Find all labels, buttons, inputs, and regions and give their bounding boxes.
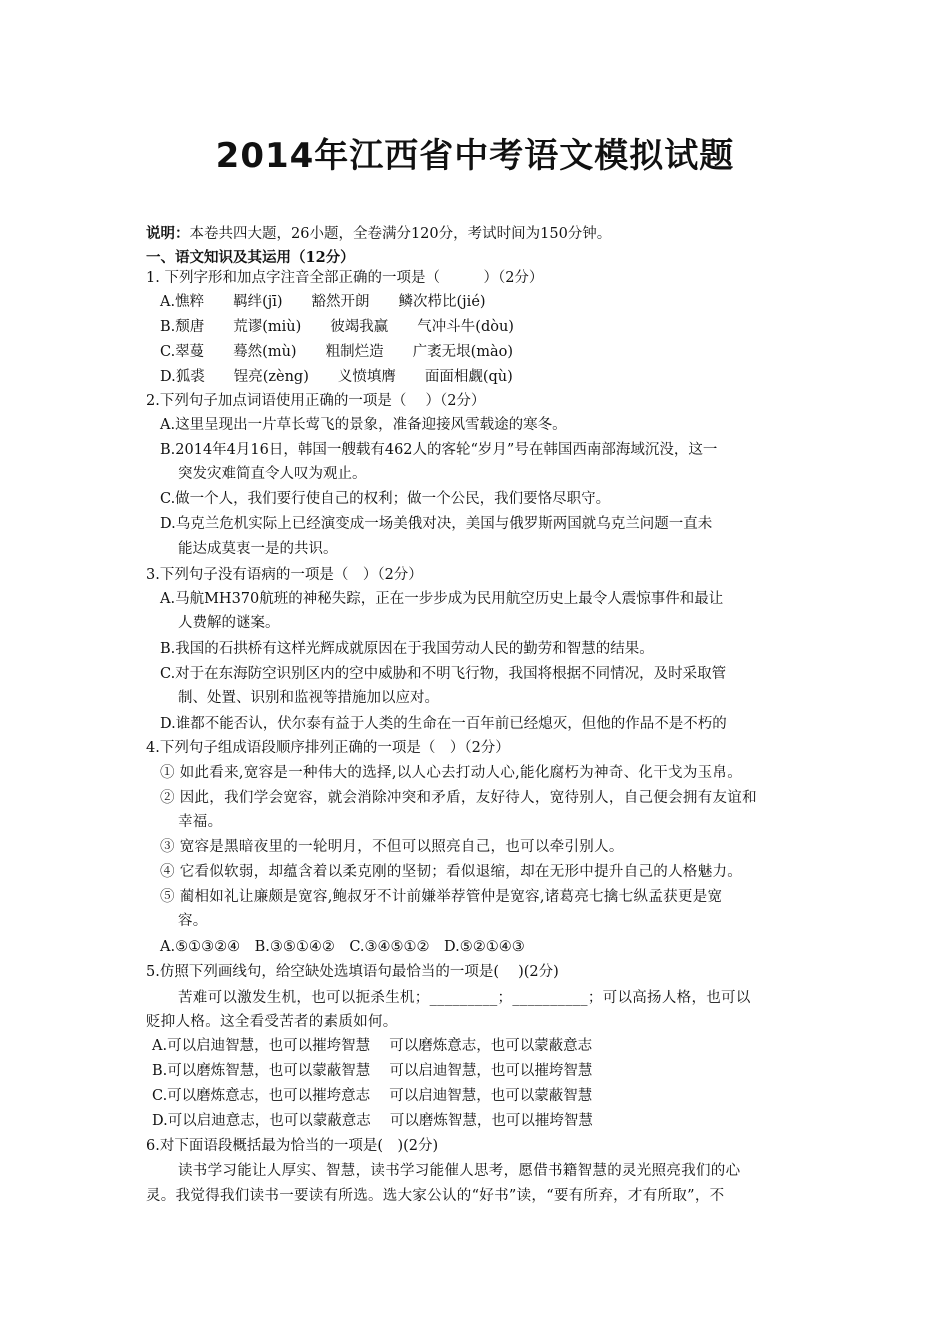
question-2-option-b-cont: 突发灾难简直令人叹为观止。	[178, 466, 367, 482]
question-1-stem: 1. 下列字形和加点字注音全部正确的一项是（ ）（2分）	[146, 270, 544, 286]
question-5-option-a: A.可以启迪智慧，也可以摧垮智慧 可以磨炼意志，也可以蒙蔽意志	[152, 1038, 593, 1054]
question-4-sentence-5-cont: 容。	[178, 913, 208, 929]
question-5-stem: 5.仿照下列画线句，给空缺处选填语句最恰当的一项是( )(2分)	[146, 964, 559, 980]
question-2-option-a: A.这里呈现出一片草长莺飞的景象，准备迎接风雪载途的寒冬。	[160, 417, 567, 433]
question-3-option-a-cont: 人费解的谜案。	[178, 615, 280, 631]
question-5-option-c: C.可以磨炼意志，也可以摧垮意志 可以启迪智慧，也可以蒙蔽智慧	[152, 1088, 593, 1104]
question-3-option-a: A.马航MH370航班的神秘失踪，正在一步步成为民用航空历史上最令人震惊事件和最让	[160, 591, 724, 607]
question-3-option-d: D.谁都不能否认，伏尔泰有益于人类的生命在一百年前已经熄灭，但他的作品不是不朽的	[160, 716, 727, 732]
question-4-sentence-1: ① 如此看来,宽容是一种伟大的选择,以人心去打动人心,能化腐朽为神奇、化干戈为玉帛。	[160, 765, 743, 781]
question-4-sentence-5: ⑤ 蔺相如礼让廉颇是宽容,鲍叔牙不计前嫌举荐管仲是宽容,诸葛亮七擒七纵孟获更是宽	[160, 889, 723, 905]
question-2-option-c: C.做一个人，我们要行使自己的权利；做一个公民，我们要恪尽职守。	[160, 491, 611, 507]
question-1-option-c: C.翠蔓 蓦然(mù) 粗制烂造 广袤无垠(mào)	[160, 344, 514, 360]
question-4-sentence-2-cont: 幸福。	[178, 814, 223, 830]
question-4-sentence-4: ④ 它看似软弱，却蕴含着以柔克刚的坚韧；看似退缩，却在无形中提升自己的人格魅力。	[160, 864, 743, 880]
question-4-sentence-2: ② 因此，我们学会宽容，就会消除冲突和矛盾，友好待人，宽待别人，自己便会拥有友谊和	[160, 790, 757, 806]
question-5-passage-line-1: 苦难可以激发生机，也可以扼杀生机；_________；__________；可以高扬人格，也可以	[178, 990, 751, 1006]
question-3-option-b: B.我国的石拱桥有这样光辉成就原因在于我国劳动人民的勤劳和智慧的结果。	[160, 641, 654, 657]
question-4-options: A.⑤①③②④ B.③⑤①④② C.③④⑤①② D.⑤②①④③	[160, 939, 525, 955]
question-2-option-b: B.2014年4月16日，韩国一艘载有462人的客轮“岁月”号在韩国西南部海域沉没，这一	[160, 442, 718, 458]
question-1-option-b: B.颓唐 荒谬(miù) 彼竭我赢 气冲斗牛(dòu)	[160, 319, 514, 335]
question-1-option-d: D.狐裘 锃亮(zèng) 义愤填膺 面面相觑(qù)	[160, 369, 513, 385]
page-title: 2014年江西省中考语文模拟试题	[215, 136, 735, 176]
question-4-sentence-3: ③ 宽容是黑暗夜里的一轮明月，不但可以照亮自己，也可以牵引别人。	[160, 839, 624, 855]
exam-note	[146, 224, 806, 244]
question-6-passage-line-2: 灵。我觉得我们读书一要读有所选。选大家公认的“好书”读，“要有所弃，才有所取”，不	[146, 1188, 725, 1204]
question-3-option-c-cont: 制、处置、识别和监视等措施加以应对。	[178, 690, 439, 706]
question-2-option-d-cont: 能达成莫衷一是的共识。	[178, 541, 338, 557]
question-1-option-a: A.憔粹 羁绊(jī) 豁然开朗 鳞次栉比(jié)	[160, 294, 486, 310]
question-5-passage-line-2: 贬抑人格。这全看受苦者的素质如何。	[146, 1014, 398, 1030]
question-2-option-d: D.乌克兰危机实际上已经演变成一场美俄对决，美国与俄罗斯两国就乌克兰问题一直未	[160, 516, 713, 532]
question-4-stem: 4.下列句子组成语段顺序排列正确的一项是（ ）（2分）	[146, 740, 510, 756]
question-5-option-d: D.可以启迪意志，也可以蒙蔽意志 可以磨炼智慧，也可以摧垮智慧	[152, 1113, 593, 1129]
question-6-stem: 6.对下面语段概括最为恰当的一项是( )(2分)	[146, 1138, 439, 1154]
question-3-stem: 3.下列句子没有语病的一项是（ ）（2分）	[146, 567, 423, 583]
note-label: 说明：	[146, 225, 190, 242]
note-text: 本卷共四大题，26小题，全卷满分120分，考试时间为150分钟。	[189, 226, 612, 242]
question-2-stem: 2.下列句子加点词语使用正确的一项是（ ）（2分）	[146, 393, 486, 409]
question-3-option-c: C.对于在东海防空识别区内的空中威胁和不明飞行物，我国将根据不同情况，及时采取管	[160, 666, 727, 682]
question-5-option-b: B.可以磨炼智慧，也可以蒙蔽智慧 可以启迪智慧，也可以摧垮智慧	[152, 1063, 593, 1079]
section-heading-1: 一、语文知识及其运用（12分）	[146, 249, 355, 266]
question-6-passage-line-1: 读书学习能让人厚实、智慧，读书学习能催人思考，愿借书籍智慧的灵光照亮我们的心	[178, 1163, 741, 1179]
